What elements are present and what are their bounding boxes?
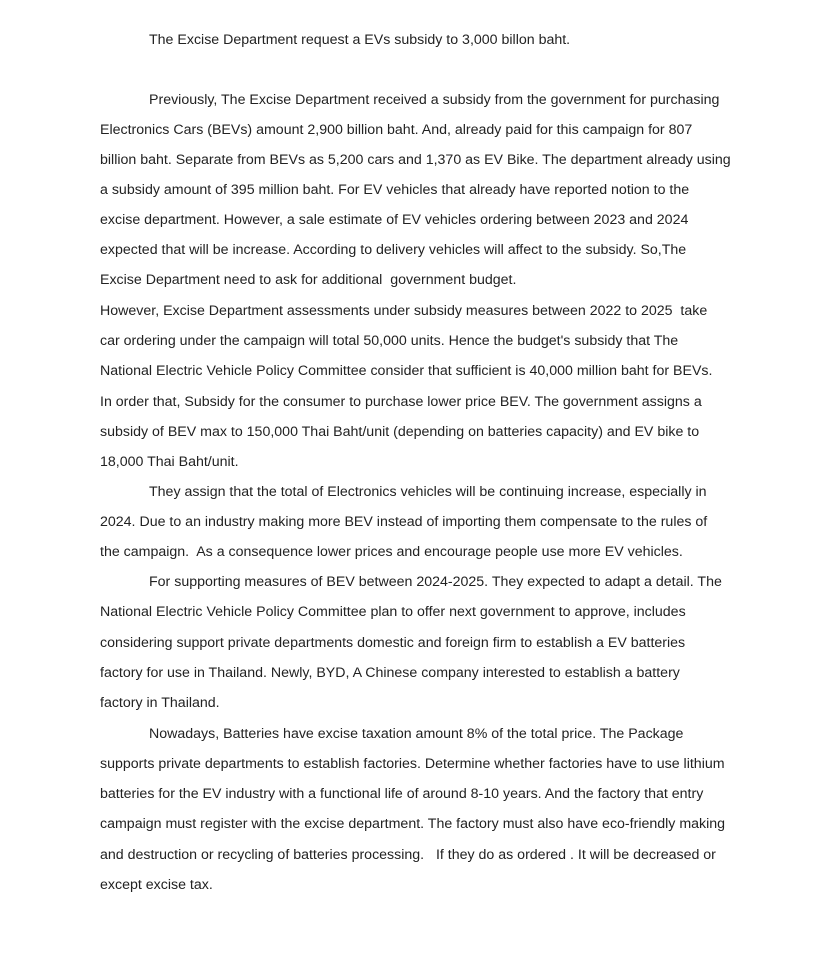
text-line: billion baht. Separate from BEVs as 5,200 cars and 1,370 as EV Bike. The department already using <box>100 152 731 168</box>
text-line: Excise Department need to ask for additional government budget. <box>100 272 517 288</box>
text-line: They assign that the total of Electronics vehicles will be continuing increase, especially in <box>149 484 707 500</box>
text-line: campaign must register with the excise department. The factory must also have eco-friendly making <box>100 816 726 832</box>
text-line: Electronics Cars (BEVs) amount 2,900 billion baht. And, already paid for this campaign for 807 <box>100 122 693 138</box>
text-line: and destruction or recycling of batteries processing. If they do as ordered . It will be decreased or <box>100 847 716 863</box>
text-line: For supporting measures of BEV between 2024-2025. They expected to adapt a detail. The <box>149 574 722 590</box>
text-line: a subsidy amount of 395 million baht. For EV vehicles that already have reported notion to the <box>100 182 690 198</box>
text-line: However, Excise Department assessments under subsidy measures between 2022 to 2025 take <box>100 303 708 319</box>
text-line: 2024. Due to an industry making more BEV instead of importing them compensate to the rules of <box>100 514 708 530</box>
text-line: subsidy of BEV max to 150,000 Thai Baht/unit (depending on batteries capacity) and EV bike to <box>100 424 700 440</box>
document-title: The Excise Department request a EVs subsidy to 3,000 billon baht. <box>149 32 571 48</box>
text-line: factory in Thailand. <box>100 695 220 711</box>
text-line: Previously, The Excise Department received a subsidy from the government for purchasing <box>149 92 720 108</box>
text-line: the campaign. As a consequence lower prices and encourage people use more EV vehicles. <box>100 544 683 560</box>
text-line: Nowadays, Batteries have excise taxation amount 8% of the total price. The Package <box>149 726 684 742</box>
text-line: National Electric Vehicle Policy Committee plan to offer next government to approve, includes <box>100 604 686 620</box>
text-line: considering support private departments domestic and foreign firm to establish a EV batteries <box>100 635 686 651</box>
text-line: except excise tax. <box>100 877 213 893</box>
text-line: expected that will be increase. According to delivery vehicles will affect to the subsidy. So,The <box>100 242 687 258</box>
text-line: batteries for the EV industry with a functional life of around 8-10 years. And the factory that entry <box>100 786 704 802</box>
text-line: supports private departments to establish factories. Determine whether factories have to use lithium <box>100 756 725 772</box>
text-line: In order that, Subsidy for the consumer to purchase lower price BEV. The government assigns a <box>100 394 702 410</box>
text-line: National Electric Vehicle Policy Committee consider that sufficient is 40,000 million baht for BEVs. <box>100 363 713 379</box>
text-line: car ordering under the campaign will total 50,000 units. Hence the budget's subsidy that The <box>100 333 679 349</box>
text-line: factory for use in Thailand. Newly, BYD, A Chinese company interested to establish a battery <box>100 665 680 681</box>
text-line: excise department. However, a sale estimate of EV vehicles ordering between 2023 and 2024 <box>100 212 689 228</box>
text-line: 18,000 Thai Baht/unit. <box>100 454 239 470</box>
